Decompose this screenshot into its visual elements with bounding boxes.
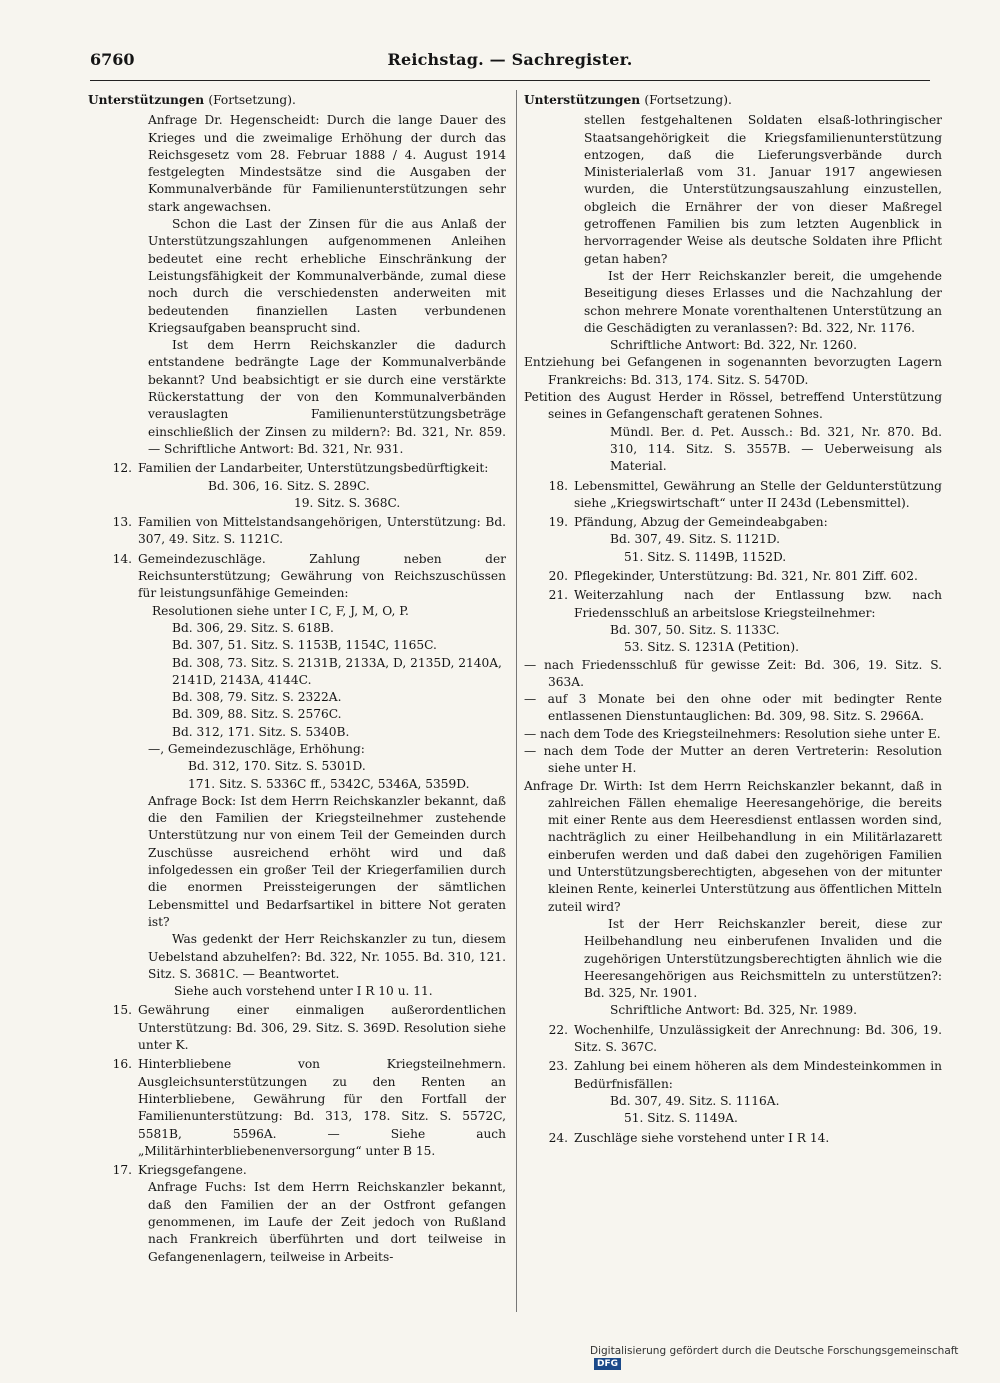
entry-line xyxy=(524,1110,942,1127)
entry-number: 12. xyxy=(112,461,132,476)
entry-line xyxy=(524,691,942,726)
entry-text: Petition des August Herder in Rössel, betreffend Unterstützung seines in Gefangenschaft geratenen Sohnes. xyxy=(524,390,942,422)
entry-text: Anfrage Dr. Wirth: Ist dem Herrn Reichskanzler bekannt, daß in zahlreichen Fällen ehemalige Heeresangehörige, die bereits mit einer Rente aus dem Heeresdienst entlassen worden sind, nachträglich zu einer Heilbehandlung in ein Militärlazarett einberufen werden und daß dabei den zugehörigen Familien und Unterstützungsberechtigten, abgesehen von der mitunter kleinen Rente, keinerlei Unterstützung aus öffentlichen Mitteln zuteil wird? xyxy=(524,778,942,914)
entry-line xyxy=(524,622,942,639)
entry-line xyxy=(88,741,506,758)
entry-text: Bd. 308, 73. Sitz. S. 2131B, 2133A, D, 2135D, 2140A, 2141D, 2143A, 4144C. xyxy=(172,655,502,687)
entry-text: Siehe auch vorstehend unter I R 10 u. 11. xyxy=(174,984,433,999)
left-column-heading xyxy=(88,92,506,109)
numbered-entry xyxy=(524,1058,942,1093)
entry-line xyxy=(524,657,942,692)
entry-text: Bd. 307, 51. Sitz. S. 1153B, 1154C, 1165C. xyxy=(172,638,437,653)
entry-text: Hinterbliebene von Kriegsteilnehmern. Ausgleichsunterstützungen zu den Renten an Hinterbliebene, Gewährung für den Fortfall der Familienunterstützung: Bd. 313, 178. Sitz. S. 5572C, 5581B, 5596A. — Siehe auch „Militärhinterbliebenenversorgung“ unter B 15. xyxy=(138,1057,506,1158)
entry-number: 22. xyxy=(548,1022,568,1037)
entry-text: Bd. 306, 29. Sitz. S. 618B. xyxy=(172,620,334,635)
entry-text: Zuschläge siehe vorstehend unter I R 14. xyxy=(574,1130,830,1145)
entry-text: Ist der Herr Reichskanzler bereit, diese zur Heilbehandlung neu einberufenen Invaliden und die zugehörigen Unterstützungsberechtigten ähnlich wie die Heeresangehörigen aus Reichsmitteln zu unterstützen?: Bd. 325, Nr. 1901. xyxy=(584,916,942,1001)
column-divider xyxy=(516,90,517,1312)
numbered-entry xyxy=(524,1022,942,1057)
entry-text: Lebensmittel, Gewährung an Stelle der Geldunterstützung siehe „Kriegswirtschaft“ unter II 243d (Lebensmittel). xyxy=(574,478,942,510)
entry-text: —, Gemeindezuschläge, Erhöhung: xyxy=(148,741,365,756)
entry-number: 23. xyxy=(548,1059,568,1074)
footer-text: Digitalisierung gefördert durch die Deutsche Forschungsgemeinschaft xyxy=(590,1345,959,1357)
entry-text: Bd. 307, 49. Sitz. S. 1116A. xyxy=(610,1093,780,1108)
entry-text: Bd. 312, 171. Sitz. S. 5340B. xyxy=(172,724,350,739)
numbered-entry xyxy=(524,587,942,622)
entry-text: Anfrage Dr. Hegenscheidt: Durch die lange Dauer des Krieges und die zweimalige Erhöhung der durch das Reichsgesetz vom 28. Februar 1888 / 4. August 1914 festgelegten Mindestsätze sind die Ausgaben der Kommunalverbände für Familienunterstützungen sehr stark angewachsen. xyxy=(148,113,506,214)
entry-number: 14. xyxy=(112,551,132,566)
entry-number: 18. xyxy=(548,478,568,493)
entry-text: — nach dem Tode der Mutter an deren Vertreterin: Resolution siehe unter H. xyxy=(524,743,942,776)
entry-number: 24. xyxy=(548,1130,568,1145)
entry-number: 21. xyxy=(548,588,568,603)
entry-text: Ist dem Herrn Reichskanzler die dadurch entstandene bedrängte Lage der Kommunalverbände bekannt? Und beabsichtigt er sie durch eine verstärkte Rückerstattung der von den Kommunalverbänden verauslagten Familienunterstützungsbeträge einschließlich der Zinsen zu mildern?: Bd. 321, Nr. 859. — Schriftliche Antwort: Bd. 321, Nr. 931. xyxy=(148,338,506,456)
entry-line xyxy=(88,603,506,620)
entry-text: Anfrage Fuchs: Ist dem Herrn Reichskanzler bekannt, daß den Familien der an der Ostfront gefangen genommenen, im Laufe der Zeit jedoch von Rußland nach Frankreich überführten und dort teilweise in Gefangenenlagern, teilweise in Arbeits- xyxy=(148,1180,506,1264)
entry-line xyxy=(88,689,506,706)
heading-text: Unterstützungen xyxy=(524,93,641,107)
entry-line xyxy=(88,637,506,654)
entry-line xyxy=(88,620,506,637)
numbered-entry xyxy=(524,478,942,513)
entry-line xyxy=(524,726,942,743)
entry-line xyxy=(88,112,506,216)
entry-line xyxy=(88,983,506,1000)
entry-line xyxy=(88,216,506,337)
entry-line xyxy=(524,743,942,778)
entry-text: 171. Sitz. S. 5336C ff., 5342C, 5346A, 5359D. xyxy=(188,776,470,791)
entry-text: Zahlung bei einem höheren als dem Mindesteinkommen in Bedürfnisfällen: xyxy=(574,1059,942,1091)
numbered-entry xyxy=(88,1002,506,1054)
entry-line xyxy=(524,268,942,337)
entry-text: Familien von Mittelstandsangehörigen, Unterstützung: Bd. 307, 49. Sitz. S. 1121C. xyxy=(138,515,506,547)
left-entries xyxy=(88,112,506,1266)
numbered-entry xyxy=(88,514,506,549)
page-header xyxy=(90,40,930,81)
entry-line xyxy=(524,916,942,1002)
entry-line xyxy=(524,531,942,548)
entry-text: Mündl. Ber. d. Pet. Aussch.: Bd. 321, Nr. 870. Bd. 310, 114. Sitz. S. 3557B. — Ueberweisung als Material. xyxy=(610,424,942,474)
digitization-footer xyxy=(590,1345,990,1370)
entry-number: 16. xyxy=(112,1057,132,1072)
entry-line xyxy=(88,478,506,495)
entry-text: Gewährung einer einmaligen außerordentlichen Unterstützung: Bd. 306, 29. Sitz. S. 369D. Resolution siehe unter K. xyxy=(138,1003,506,1053)
entry-text: Familien der Landarbeiter, Unterstützungsbedürftigkeit: xyxy=(138,461,489,476)
entry-number: 19. xyxy=(548,515,568,530)
entry-text: Weiterzahlung nach der Entlassung bzw. nach Friedensschluß an arbeitslose Kriegsteilnehmer: xyxy=(574,588,942,620)
numbered-entry xyxy=(88,460,506,477)
numbered-entry xyxy=(524,1130,942,1147)
entry-line xyxy=(524,389,942,424)
entry-text: Bd. 307, 49. Sitz. S. 1121D. xyxy=(610,532,780,547)
entry-text: 19. Sitz. S. 368C. xyxy=(294,495,401,510)
entry-number: 20. xyxy=(548,569,568,584)
left-column xyxy=(88,92,506,1266)
entry-line xyxy=(88,337,506,458)
entry-text: 51. Sitz. S. 1149B, 1152D. xyxy=(624,549,787,564)
entry-text: Anfrage Bock: Ist dem Herrn Reichskanzler bekannt, daß die den Familien der Kriegsteilnehmer zustehende Unterstützung nur von einem Teil der Gemeinden durch Zuschüsse ausreichend erhöht wird und daß infolgedessen ein großer Teil der Kriegerfamilien durch die enormen Preissteigerungen der sämtlichen Lebensmittel und Bedarfsartikel in bittere Not geraten ist? xyxy=(148,793,506,929)
right-column xyxy=(524,92,942,1147)
page-number: 6760 xyxy=(90,50,135,69)
heading-sub: (Fortsetzung). xyxy=(644,93,732,107)
entry-text: Pflegekinder, Unterstützung: Bd. 321, Nr. 801 Ziff. 602. xyxy=(574,569,918,584)
right-entries xyxy=(524,112,942,1147)
heading-text: Unterstützungen xyxy=(88,93,205,107)
entry-text: Bd. 312, 170. Sitz. S. 5301D. xyxy=(188,759,366,774)
numbered-entry xyxy=(88,1056,506,1160)
entry-text: Entziehung bei Gefangenen in sogenannten bevorzugten Lagern Frankreichs: Bd. 313, 174. Sitz. S. 5470D. xyxy=(524,355,942,387)
entry-text: Schriftliche Antwort: Bd. 322, Nr. 1260. xyxy=(610,338,858,353)
entry-text: — auf 3 Monate bei den ohne oder mit bedingter Rente entlassenen Dienstuntauglichen: Bd. 309, 98. Sitz. S. 2966A. xyxy=(524,692,942,724)
numbered-entry xyxy=(524,514,942,531)
entry-text: Pfändung, Abzug der Gemeindeabgaben: xyxy=(574,515,828,530)
dfg-logo: DFG xyxy=(594,1358,621,1370)
entry-number: 13. xyxy=(112,515,132,530)
entry-number: 15. xyxy=(112,1003,132,1018)
numbered-entry xyxy=(88,1162,506,1179)
entry-number: 17. xyxy=(112,1163,132,1178)
numbered-entry xyxy=(88,551,506,603)
entry-line xyxy=(524,424,942,476)
entry-text: Bd. 307, 50. Sitz. S. 1133C. xyxy=(610,622,780,637)
entry-text: Was gedenkt der Herr Reichskanzler zu tun, diesem Uebelstand abzuhelfen?: Bd. 322, Nr. 1055. Bd. 310, 121. Sitz. S. 3681C. — Beantwortet. xyxy=(148,932,506,981)
entry-line xyxy=(524,1093,942,1110)
entry-text: — nach Friedensschluß für gewisse Zeit: Bd. 306, 19. Sitz. S. 363A. xyxy=(524,657,942,689)
entry-text: Gemeindezuschläge. Zahlung neben der Reichsunterstützung; Gewährung von Reichszuschüssen für leistungsunfähige Gemeinden: xyxy=(138,551,506,601)
numbered-entry xyxy=(524,568,942,585)
entry-line xyxy=(88,776,506,793)
entry-text: Bd. 309, 88. Sitz. S. 2576C. xyxy=(172,707,342,722)
entry-text: Resolutionen siehe unter I C, F, J, M, O, P. xyxy=(152,603,409,618)
entry-text: Kriegsgefangene. xyxy=(138,1163,247,1178)
entry-text: Bd. 308, 79. Sitz. S. 2322A. xyxy=(172,690,342,705)
entry-text: Schriftliche Antwort: Bd. 325, Nr. 1989. xyxy=(610,1003,858,1018)
entry-text: Bd. 306, 16. Sitz. S. 289C. xyxy=(208,478,370,493)
entry-line xyxy=(524,778,942,916)
right-column-heading xyxy=(524,92,942,109)
entry-line xyxy=(88,724,506,741)
entry-line xyxy=(88,655,506,690)
entry-text: Wochenhilfe, Unzulässigkeit der Anrechnung: Bd. 306, 19. Sitz. S. 367C. xyxy=(574,1022,942,1055)
entry-line xyxy=(88,931,506,983)
entry-text: Schon die Last der Zinsen für die aus Anlaß der Unterstützungszahlungen aufgenommenen Anleihen bedeutet eine recht erhebliche Einschränkung der Leistungsfähigkeit der Kommunalverbände, zumal diese noch durch die verschiedensten anderweiten mit bedeutenden finanziellen Lasten verbundenen Kriegsaufgaben beansprucht sind. xyxy=(148,217,506,335)
heading-sub: (Fortsetzung). xyxy=(208,93,296,107)
entry-line xyxy=(88,495,506,512)
running-title: Reichstag. — Sachregister. xyxy=(387,50,633,69)
entry-line xyxy=(524,639,942,656)
entry-line xyxy=(524,1002,942,1019)
entry-text: 53. Sitz. S. 1231A (Petition). xyxy=(624,640,799,655)
entry-line xyxy=(88,793,506,931)
entry-text: 51. Sitz. S. 1149A. xyxy=(624,1111,738,1126)
entry-text: — nach dem Tode des Kriegsteilnehmers: Resolution siehe unter E. xyxy=(524,726,941,741)
entry-line xyxy=(88,706,506,723)
entry-text: stellen festgehaltenen Soldaten elsaß-lothringischer Staatsangehörigkeit die Kriegsfamilienunterstützung entzogen, daß die Lieferungsverbände durch Ministerialerlaß vom 31. Januar 1917 angewiesen wurden, die Unterstützungsauszahlung einzustellen, obgleich die Ernährer der von dieser Maßregel getroffenen Familien bis zum letzten Augenblick in hervorragender Weise als deutsche Soldaten ihre Pflicht getan haben? xyxy=(584,113,942,266)
entry-line xyxy=(88,1179,506,1265)
entry-line xyxy=(524,112,942,268)
entry-line xyxy=(524,337,942,354)
entry-text: Ist der Herr Reichskanzler bereit, die umgehende Beseitigung dieses Erlasses und die Nachzahlung der schon mehrere Monate vorenthaltenen Unterstützung an die Geschädigten zu veranlassen?: Bd. 322, Nr. 1176. xyxy=(584,268,942,335)
entry-line xyxy=(524,549,942,566)
entry-line xyxy=(88,758,506,775)
entry-line xyxy=(524,354,942,389)
